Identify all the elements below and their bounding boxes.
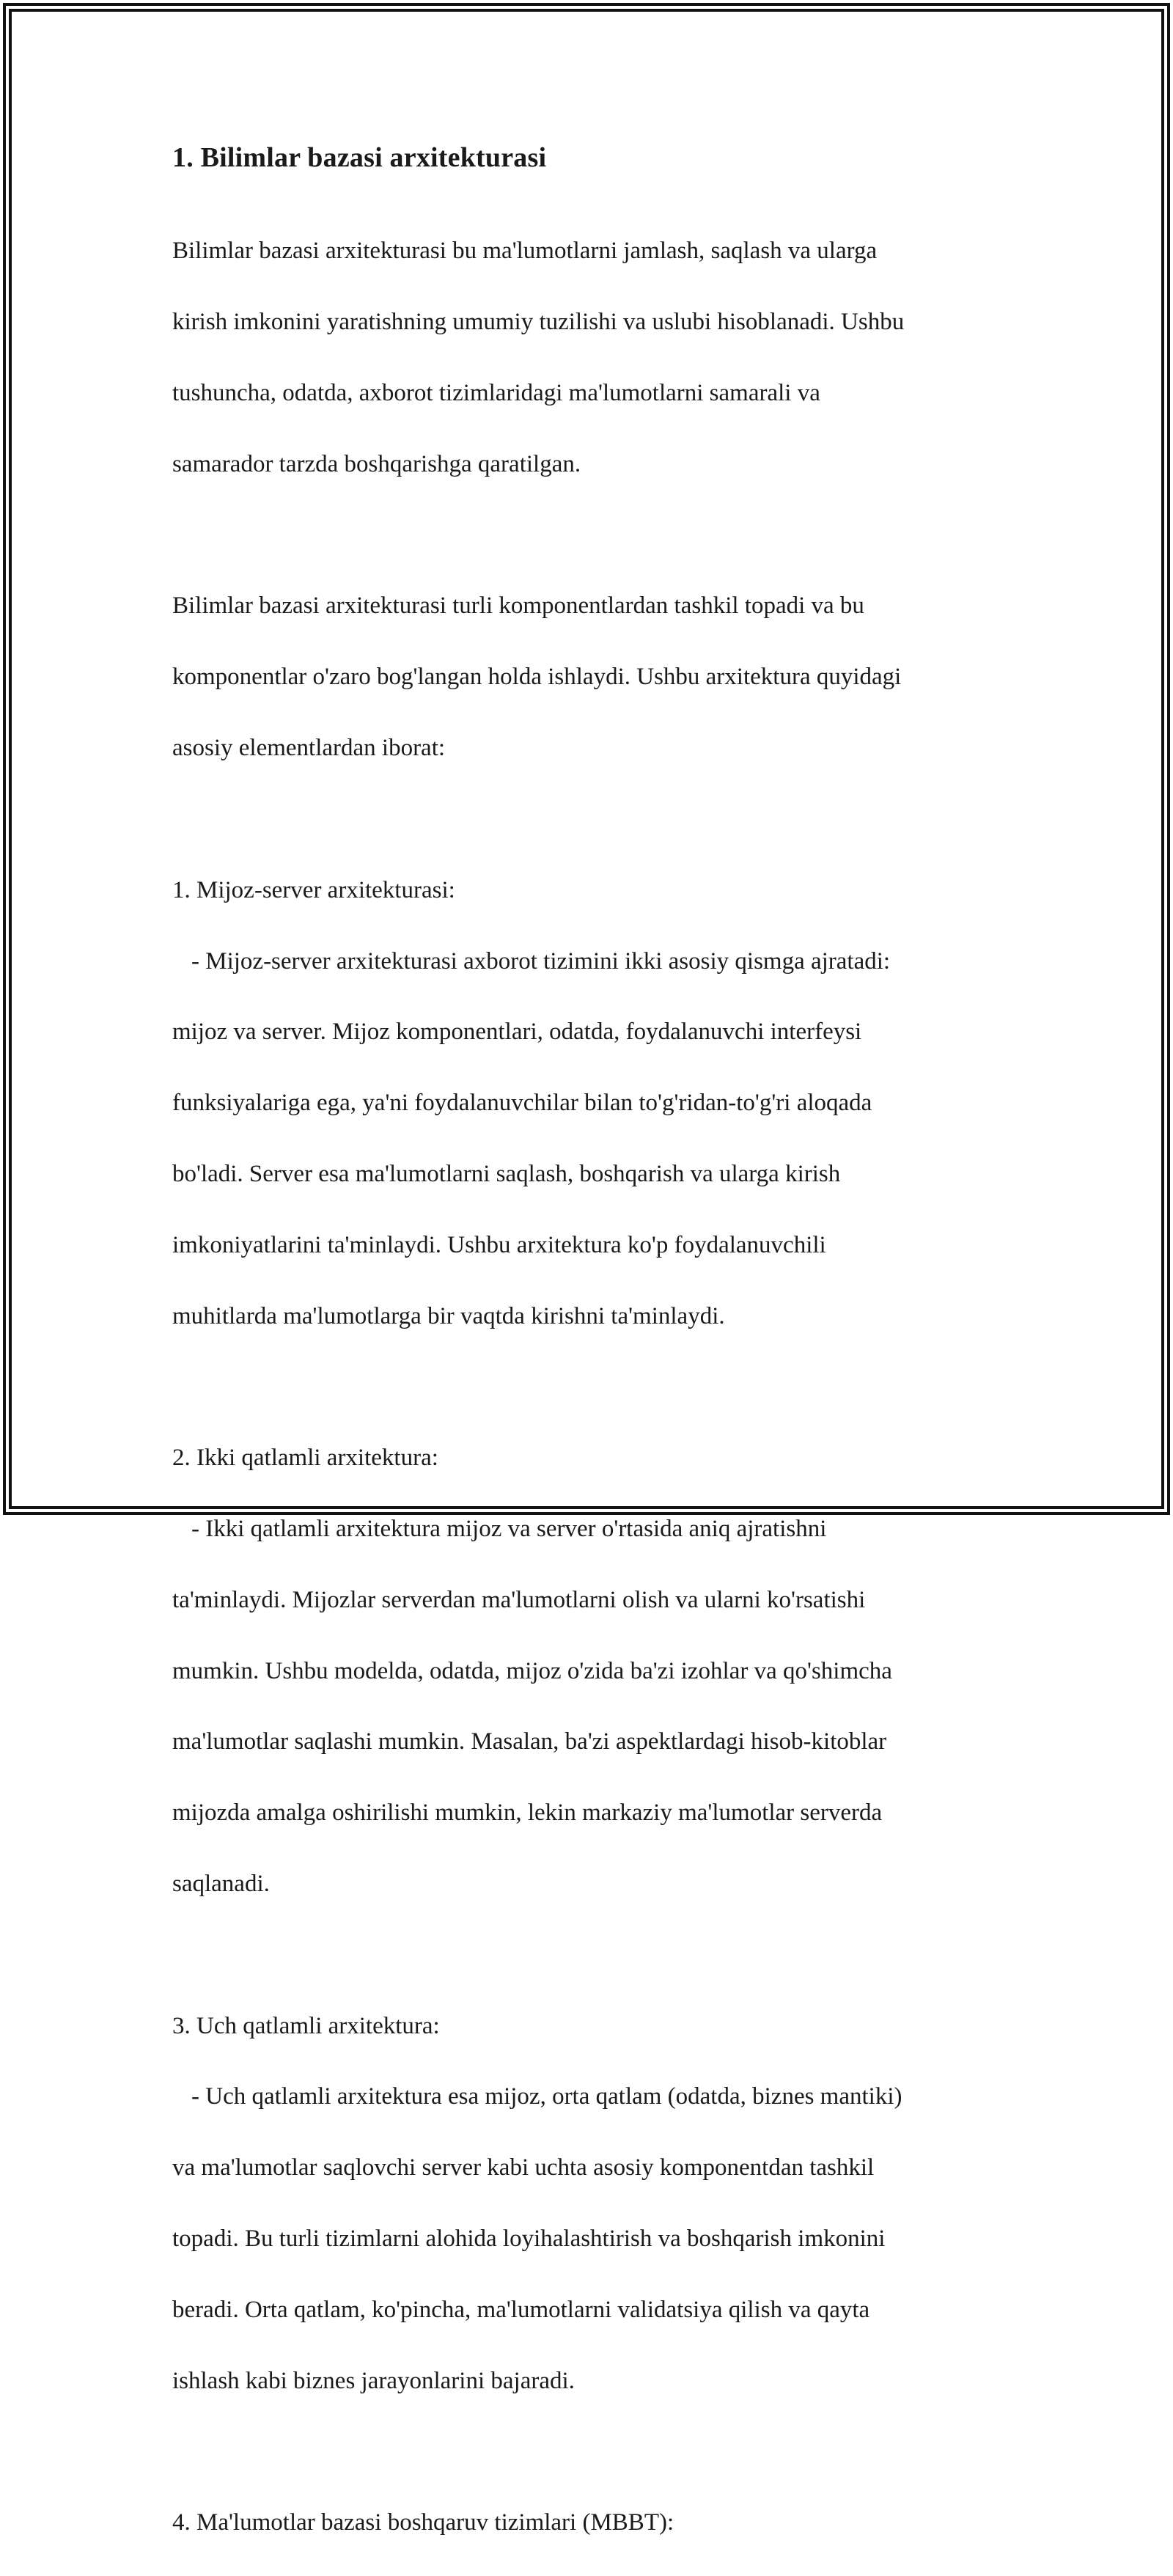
text-line: Bilimlar bazasi arxitekturasi bu ma'lumotlarni jamlash, saqlash va ularga [172,238,878,265]
text-line: beradi. Orta qatlam, ko'pincha, ma'lumotlarni validatsiya qilish va qayta [172,2296,870,2323]
text-line: kirish imkonini yaratishning umumiy tuzilishi va uslubi hisoblanadi. Ushbu [172,309,905,336]
text-line: mijozda amalga oshirilishi mumkin, lekin markaziy ma'lumotlar serverda [172,1799,883,1827]
text-line: ishlash kabi biznes jarayonlarini bajaradi. [172,2367,575,2394]
text-line: bo'ladi. Server esa ma'lumotlarni saqlash, boshqarish va ularga kirish [172,1160,841,1187]
text-line: muhitlarda ma'lumotlarga bir vaqtda kirishni ta'minlaydi. [172,1302,725,1329]
section-heading: 2. Ikki qatlamli arxitektura: [172,1445,438,1472]
text-line: Bilimlar bazasi arxitekturasi turli komponentlardan tashkil topadi va bu [172,592,864,620]
text-line: ta'minlaydi. Mijozlar serverdan ma'lumotlarni olish va ularni ko'rsatishi [172,1586,866,1613]
text-line: va ma'lumotlar saqlovchi server kabi uchta asosiy komponentdan tashkil [172,2154,875,2181]
document-title: 1. Bilimlar bazasi arxitekturasi [172,142,547,173]
text-line: asosiy elementlardan iborat: [172,735,446,762]
text-line: komponentlar o'zaro bog'langan holda ishlaydi. Ushbu arxitektura quyidagi [172,664,902,691]
text-line: imkoniyatlarini ta'minlaydi. Ushbu arxitektura ko'p foydalanuvchili [172,1231,826,1258]
text-line: - Ikki qatlamli arxitektura mijoz va server o'rtasida aniq ajratishni [191,1515,827,1542]
text-line: saqlanadi. [172,1871,270,1898]
section-heading: 1. Mijoz-server arxitekturasi: [172,876,455,903]
text-line: ma'lumotlar saqlashi mumkin. Masalan, ba'zi aspektlardagi hisob-kitoblar [172,1728,887,1755]
components-paragraph [172,553,1001,801]
text-line: samarador tarzda boshqarishga qaratilgan. [172,450,581,477]
section-heading: 3. Uch qatlamli arxitektura: [172,2012,440,2039]
text-line: funksiyalariga ega, ya'ni foydalanuvchilar bilan to'g'ridan-to'g'ri aloqada [172,1090,872,1117]
intro-paragraph [172,198,1001,518]
text-line: tushuncha, odatda, axborot tizimlaridagi ma'lumotlarni samarali va [172,380,820,407]
document-page [172,139,1001,2576]
text-line: mumkin. Ushbu modelda, odatda, mijoz o'zida ba'zi izohlar va qo'shimcha [172,1657,892,1684]
section-three-tier [172,1973,1001,2434]
text-line: topadi. Bu turli tizimlarni alohida loyihalashtirish va boshqarish imkonini [172,2225,886,2253]
section-client-server [172,837,1001,1369]
text-line: - Mijoz-server arxitekturasi axborot tizimini ikki asosiy qismga ajratadi: [191,947,891,975]
section-two-tier [172,1405,1001,1937]
section-heading: 4. Ma'lumotlar bazasi boshqaruv tizimlari (MBBT): [172,2509,674,2536]
text-line: - Uch qatlamli arxitektura esa mijoz, orta qatlam (odatda, biznes mantiki) [191,2083,902,2110]
section-dbms [172,2470,1001,2576]
text-line: mijoz va server. Mijoz komponentlari, odatda, foydalanuvchi interfeysi [172,1019,862,1046]
